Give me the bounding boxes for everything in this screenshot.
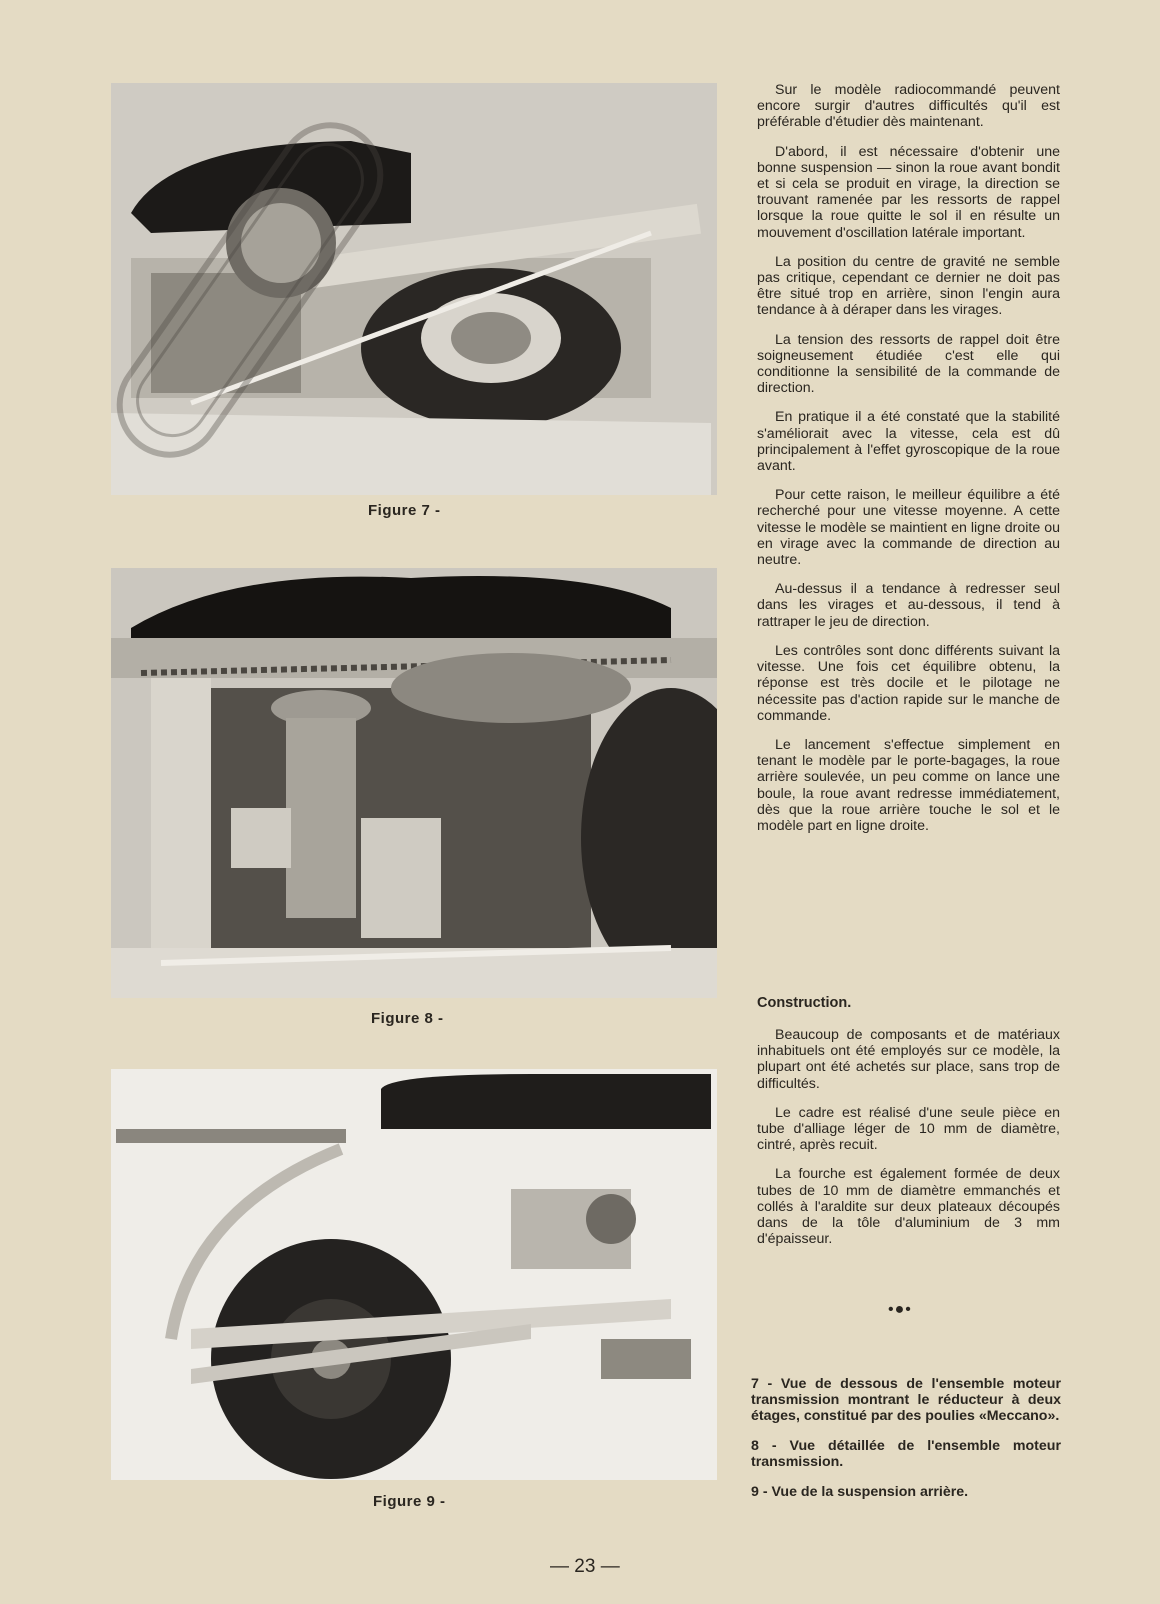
legend-item: 9 - Vue de la suspension arrière. [751, 1484, 969, 1500]
figure-legends [751, 1376, 1061, 1514]
article-body [757, 82, 1060, 847]
figure-7-caption: Figure 7 - [368, 502, 441, 519]
figure-9-photo [111, 1069, 717, 1480]
page-number: — 23 — [550, 1556, 620, 1577]
paragraph: Sur le modèle radiocommandé peuvent encore surgir d'autres difficultés qu'il est préférable d'étudier dès maintenant. [757, 82, 1060, 131]
section-heading: Construction. [757, 995, 852, 1011]
figure-7-photo [111, 83, 717, 495]
paragraph: La tension des ressorts de rappel doit être soigneusement étudiée c'est elle qui conditionne la sensibilité de la commande de direction. [757, 331, 1060, 397]
paragraph: Pour cette raison, le meilleur équilibre a été recherché pour une vitesse moyenne. A cette vitesse le modèle se maintient en ligne droite ou en virage avec la commande de direction au neutre. [757, 487, 1060, 569]
figure-8-photo [111, 568, 717, 998]
paragraph: La fourche est également formée de deux tubes de 10 mm de diamètre emmanchés et collés à l'araldite sur deux plateaux découpés dans de la tôle d'aluminium de 3 mm d'épaisseur. [757, 1166, 1060, 1248]
legend-item: 7 - Vue de dessous de l'ensemble moteur transmission montrant le réducteur à deux étages, constitué par des poulies «Meccano». [751, 1376, 1061, 1424]
section-separator: •●• [888, 1301, 912, 1318]
paragraph: Les contrôles sont donc différents suivant la vitesse. Une fois cet équilibre obtenu, la réponse est très docile et le pilotage ne nécessite pas d'action rapide sur le manche de commande. [757, 642, 1060, 724]
figure-8-caption: Figure 8 - [371, 1010, 444, 1027]
paragraph: Le lancement s'effectue simplement en tenant le modèle par le porte-bagages, la roue arrière soulevée, un peu comme on lance une boule, la roue avant redresse immédiatement, dès que la roue arrière touche le sol et le modèle part en ligne droite. [757, 736, 1060, 834]
figure-9-caption: Figure 9 - [373, 1493, 446, 1510]
paragraph: Au-dessus il a tendance à redresser seul dans les virages et au-dessous, il tend à rattraper le jeu de direction. [757, 581, 1060, 630]
construction-body [757, 1027, 1060, 1260]
paragraph: La position du centre de gravité ne semble pas critique, cependant ce dernier ne doit pas être situé trop en arrière, sinon l'engin aura tendance à à déraper dans les virages. [757, 253, 1060, 319]
paragraph: Beaucoup de composants et de matériaux inhabituels ont été employés sur ce modèle, la plupart ont été achetés sur place, sans trop de difficultés. [757, 1027, 1060, 1092]
legend-item: 8 - Vue détaillée de l'ensemble moteur transmission. [751, 1438, 1061, 1470]
paragraph: En pratique il a été constaté que la stabilité s'améliorait avec la vitesse, cela est dû principalement à l'effet gyroscopique de la roue avant. [757, 409, 1060, 475]
paragraph: D'abord, il est nécessaire d'obtenir une bonne suspension — sinon la roue avant bondit et si cela se produit en virage, la direction se trouvant ramenée par les ressorts de rappel lorsque la roue quitte le sol il en résulte un mouvement d'oscillation latérale important. [757, 143, 1060, 241]
paragraph: Le cadre est réalisé d'une seule pièce en tube d'alliage léger de 10 mm de diamètre, cintré, après recuit. [757, 1104, 1060, 1154]
